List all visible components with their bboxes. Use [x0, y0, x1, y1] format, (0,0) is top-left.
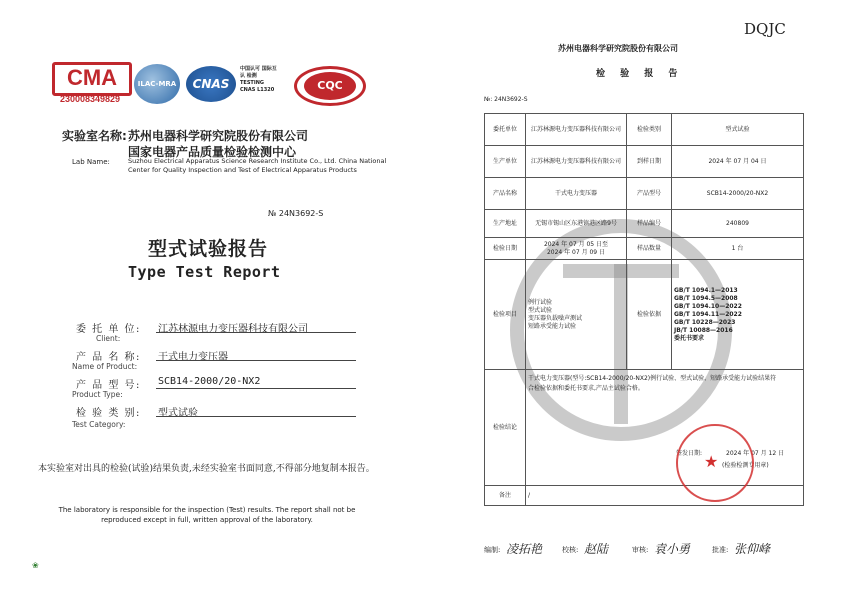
- remark-label: 备注: [485, 486, 526, 506]
- basis-label: 检验依据: [627, 260, 672, 370]
- date-label: 检验日期: [485, 238, 526, 260]
- page-mark-icon: ❀: [32, 561, 39, 570]
- report-number: № 24N3692-S: [268, 209, 324, 218]
- qty-value: 1 台: [672, 238, 804, 260]
- basis-value: [672, 260, 804, 370]
- items-value-2: 型式试验: [528, 306, 553, 314]
- product-type-label: 产 品 型 号:: [76, 380, 141, 391]
- product-value: 干式电力变压器: [526, 178, 627, 210]
- maker-label: 生产单位: [485, 146, 526, 178]
- conclusion-label: 检验结论: [485, 370, 526, 486]
- client-value: 江苏林源电力变压器科技有限公司: [158, 324, 308, 335]
- model-label: 产品型号: [627, 178, 672, 210]
- product-name-en: Name of Product:: [72, 362, 138, 371]
- approved-signature: 张仰峰: [734, 542, 771, 556]
- category-value: 型式试验: [672, 114, 804, 146]
- maker-value: 江苏林源电力变压器科技有限公司: [526, 146, 627, 178]
- stamp-date: 2024 年 07 月 12 日: [726, 450, 785, 457]
- category-label: 检验类别: [627, 114, 672, 146]
- basis-7: 委托书要求: [674, 334, 705, 342]
- date-value-2: 2024 年 07 月 09 日: [546, 248, 606, 256]
- corner-code: DQJC: [744, 20, 786, 38]
- report-title-en: Type Test Report: [128, 263, 281, 281]
- cover-page: [0, 0, 422, 595]
- arrival-value: 2024 年 07 月 04 日: [672, 146, 804, 178]
- lab-label: 实验室名称:: [62, 129, 127, 143]
- place-label: 生产地址: [485, 210, 526, 238]
- stamp-star-icon: ★: [704, 452, 719, 471]
- items-value-4: 短路承受能力试验: [528, 322, 577, 330]
- conclusion-cell: [526, 370, 804, 486]
- conclusion-text: 干式电力变压器(型号:SCB14-2000/20-NX2)例行试验、型式试验、短路承受能力试验结果符合检验依据和委托书要求,产品主试验合格。: [528, 375, 777, 392]
- product-type-line: [156, 388, 356, 389]
- qty-label: 样品数量: [627, 238, 672, 260]
- cma-number: 230008349829: [59, 94, 121, 104]
- checked-signature: 赵陆: [584, 542, 609, 556]
- right-title: 检 验 报 告: [596, 69, 684, 79]
- code-label: 样品编号: [627, 210, 672, 238]
- client-label: 委 托 单 位:: [76, 324, 141, 335]
- client-en: Client:: [96, 334, 121, 343]
- code-value: 240809: [672, 210, 804, 238]
- prepared-signature: 凌拓艳: [506, 542, 543, 556]
- items-value-3: 变压器负载噪声测试: [528, 314, 583, 322]
- stamp-label: 签发日期:: [676, 450, 703, 457]
- arrival-label: 到样日期: [627, 146, 672, 178]
- report-title-cn: 型式试验报告: [148, 238, 269, 260]
- items-value-1: 例行试验: [528, 298, 553, 306]
- right-report-number: №: 24N3692-S: [484, 96, 528, 103]
- product-name-line: [156, 360, 356, 361]
- basis-4: GB/T 1094.11—2022: [674, 310, 742, 318]
- lab-name-en: Suzhou Electrical Apparatus Science Research Institute Co., Ltd. China National Center for Quality Inspection and Test of Electrical Apparatus Products: [128, 157, 387, 174]
- approved-label: 批准:: [712, 546, 729, 554]
- checked-label: 校核:: [562, 546, 579, 554]
- test-category-value: 型式试验: [158, 408, 198, 419]
- product-type-value: SCB14-2000/20-NX2: [158, 376, 261, 387]
- items-value: [526, 260, 627, 370]
- date-value: [526, 238, 627, 260]
- cqc-logo: CQC: [304, 72, 356, 100]
- product-type-en: Product Type:: [72, 390, 123, 399]
- ilac-logo-text: ILAC-MRA: [137, 80, 177, 88]
- test-category-en: Test Category:: [72, 420, 126, 429]
- basis-5: GB/T 10228—2023: [674, 318, 736, 326]
- right-company: 苏州电器科学研究院股份有限公司: [558, 44, 678, 53]
- basis-1: GB/T 1094.1—2013: [674, 286, 738, 294]
- cma-logo: CMA: [52, 62, 132, 96]
- reviewed-label: 审核:: [632, 546, 649, 554]
- prepared-label: 编制:: [484, 546, 501, 554]
- client-label: 委托单位: [485, 114, 526, 146]
- lab-name-en-label: Lab Name:: [72, 158, 110, 166]
- date-value-1: 2024 年 07 月 05 日至: [543, 240, 609, 248]
- model-value: SCB14-2000/20-NX2: [672, 178, 804, 210]
- test-category-label: 检 验 类 别:: [76, 408, 141, 419]
- basis-3: GB/T 1094.10—2022: [674, 302, 742, 310]
- product-name-value: 干式电力变压器: [158, 352, 228, 363]
- cnas-logo: CNAS: [186, 66, 236, 102]
- cnas-side-text: 中国认可 国际互认 检测 TESTING CNAS L1320: [240, 66, 277, 93]
- test-category-line: [156, 416, 356, 417]
- reviewed-signature: 袁小勇: [654, 542, 691, 556]
- basis-2: GB/T 1094.5—2008: [674, 294, 738, 302]
- items-label: 检验项目: [485, 260, 526, 370]
- stamp-caption: (检验检测专用章): [722, 462, 769, 469]
- statement-en: The laboratory is responsible for the inspection (Test) results. The report shall not be reproduced except in full, written approval of the laboratory.: [58, 506, 356, 524]
- lab-name-2: 国家电器产品质量检验检测中心: [128, 145, 297, 159]
- client-line: [156, 332, 356, 333]
- product-name-label: 产 品 名 称:: [76, 352, 141, 363]
- client-value: 江苏林源电力变压器科技有限公司: [526, 114, 627, 146]
- report-table: [484, 113, 804, 506]
- basis-6: JB/T 10088—2016: [674, 326, 733, 334]
- lab-name-1: 苏州电器科学研究院股份有限公司: [128, 129, 309, 143]
- place-value: 无锡市锡山区东港镇港区路9号: [526, 210, 627, 238]
- product-label: 产品名称: [485, 178, 526, 210]
- statement-cn: 本实验室对出具的检验(试验)结果负责,未经实验室书面同意,不得部分地复制本报告。: [38, 464, 375, 474]
- remark-value: /: [526, 486, 804, 506]
